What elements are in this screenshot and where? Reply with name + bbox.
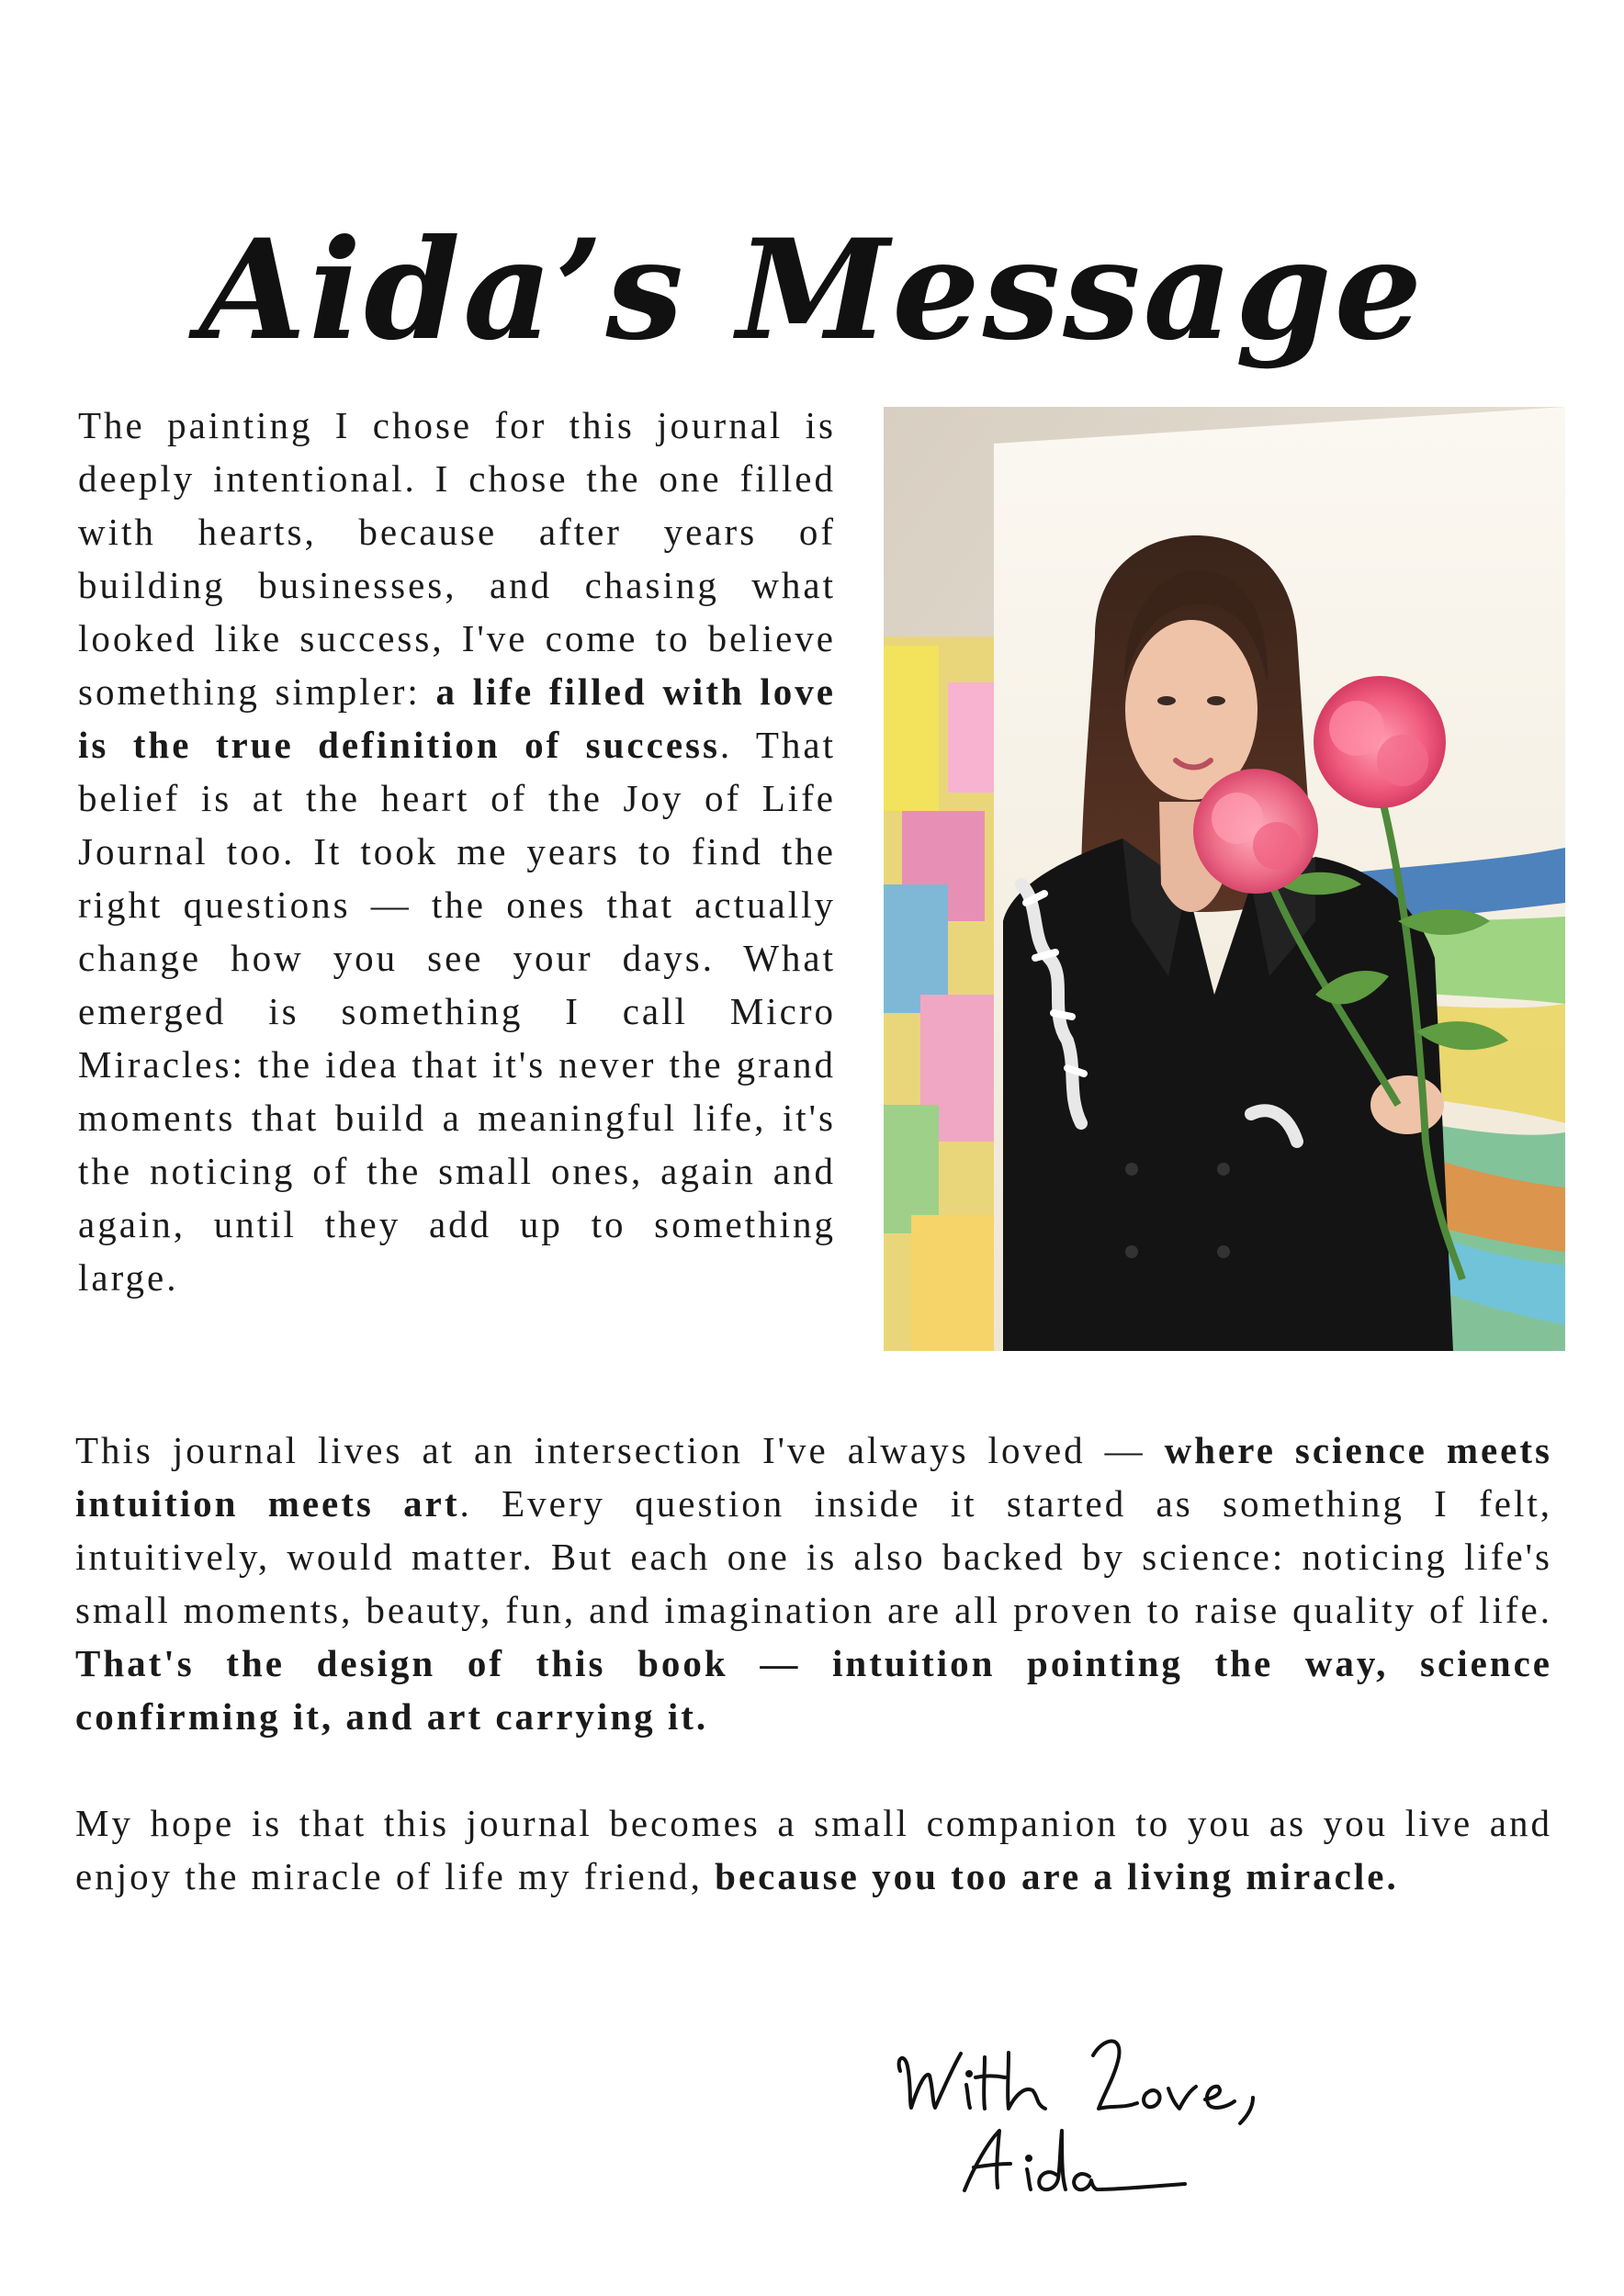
science-paragraph: [75, 1424, 1552, 1743]
page-title: Aida’s Message: [198, 208, 1426, 371]
science-text: This journal lives at an intersection I've always loved —: [75, 1429, 1165, 1471]
intro-text-continued: . That belief is at the heart of the Joy of Life Journal too. It took me years to find the right questions — the ones that actually change how you see your days. What emerged is something I call Micro Miracles: the idea that it's never the grand moments that build a meaningful life, it's the noticing of the small ones, again and again, until they add up to something large.: [78, 724, 836, 1299]
science-text-continued: . Every question inside it started as something I felt, intuitively, would matter. But each one is also backed by science: noticing life's small moments, beauty, fun, and imagination are all proven to raise quality of life.: [75, 1482, 1552, 1631]
design-emphasis: That's the design of this book — intuition pointing the way, science confirming it, and art carrying it.: [75, 1642, 1552, 1738]
portrait-photo: [884, 407, 1565, 1351]
intro-paragraph: [78, 399, 836, 1304]
hope-text: My hope is that this journal becomes a small companion to you as you live and enjoy the miracle of life my friend,: [75, 1802, 1552, 1897]
hope-paragraph: [75, 1796, 1552, 1903]
intro-text: The painting I chose for this journal is deeply intentional. I chose the one filled with hearts, because after years of building businesses, and chasing what looked like success, I've come to believe something simpler:: [78, 404, 836, 713]
handwritten-signature: [882, 2020, 1286, 2204]
science-emphasis: where science meets intuition meets art: [75, 1429, 1552, 1525]
hope-emphasis: because you too are a living miracle.: [715, 1855, 1399, 1897]
intro-emphasis: a life filled with love is the true definition of success: [78, 670, 836, 766]
